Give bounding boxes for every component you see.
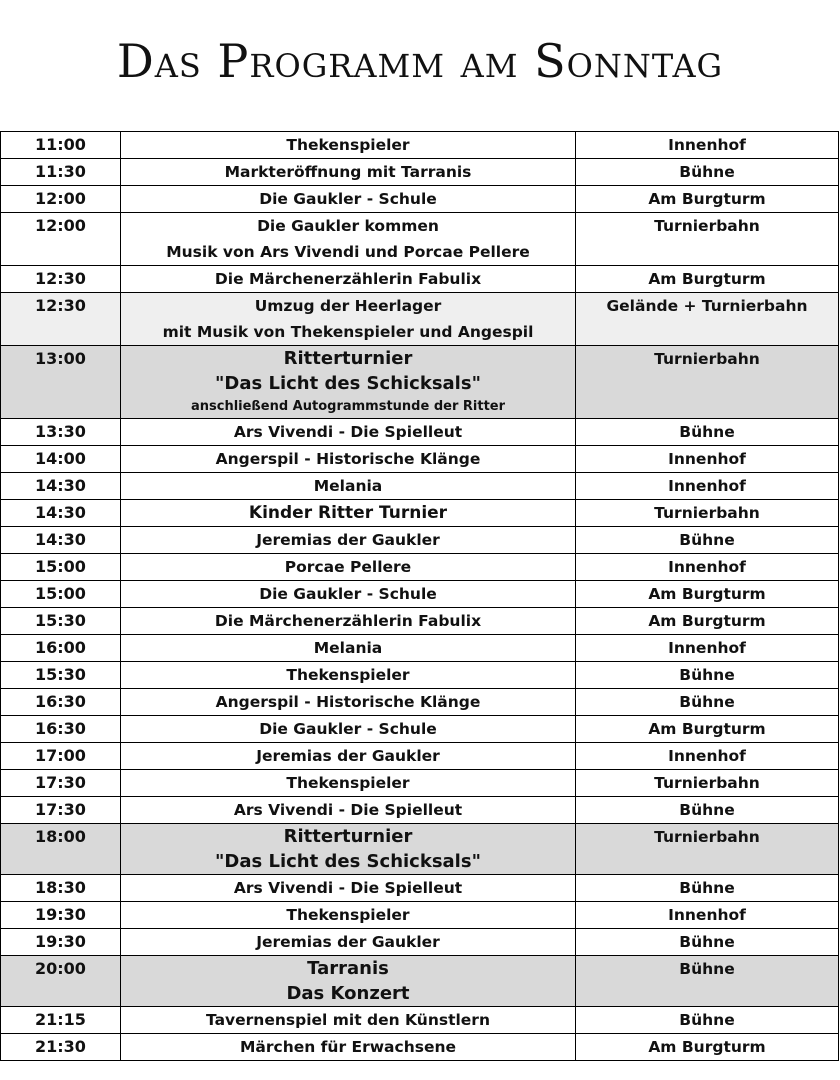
time-cell: 17:00 bbox=[1, 743, 121, 770]
act-line: Jeremias der Gaukler bbox=[256, 933, 440, 951]
act-cell bbox=[121, 635, 576, 662]
act-line: Angerspil - Historische Klänge bbox=[215, 693, 481, 711]
act-cell bbox=[121, 293, 576, 346]
act-cell bbox=[121, 554, 576, 581]
act-cell bbox=[121, 1034, 576, 1061]
time-cell: 18:30 bbox=[1, 875, 121, 902]
act-cell bbox=[121, 419, 576, 446]
time-cell: 14:30 bbox=[1, 473, 121, 500]
location-cell: Bühne bbox=[576, 159, 839, 186]
location-cell: Bühne bbox=[576, 419, 839, 446]
table-row bbox=[1, 1007, 839, 1034]
time-cell: 17:30 bbox=[1, 797, 121, 824]
location-cell: Turnierbahn bbox=[576, 500, 839, 527]
table-row bbox=[1, 159, 839, 186]
location-cell: Am Burgturm bbox=[576, 266, 839, 293]
time-cell: 12:30 bbox=[1, 293, 121, 346]
location-cell: Innenhof bbox=[576, 635, 839, 662]
act-line: Angerspil - Historische Klänge bbox=[215, 450, 481, 468]
table-row bbox=[1, 635, 839, 662]
location-cell: Am Burgturm bbox=[576, 581, 839, 608]
act-cell bbox=[121, 132, 576, 159]
page-title: Das Programm am Sonntag bbox=[116, 34, 724, 88]
time-cell: 15:00 bbox=[1, 554, 121, 581]
act-cell bbox=[121, 902, 576, 929]
table-row bbox=[1, 132, 839, 159]
act-line: Thekenspieler bbox=[286, 136, 410, 154]
time-cell: 13:00 bbox=[1, 346, 121, 419]
location-cell: Innenhof bbox=[576, 743, 839, 770]
act-cell bbox=[121, 213, 576, 266]
location-cell: Bühne bbox=[576, 797, 839, 824]
time-cell: 21:15 bbox=[1, 1007, 121, 1034]
act-line: Jeremias der Gaukler bbox=[256, 747, 440, 765]
act-cell bbox=[121, 1007, 576, 1034]
time-cell: 14:30 bbox=[1, 500, 121, 527]
time-cell: 14:00 bbox=[1, 446, 121, 473]
table-row bbox=[1, 346, 839, 419]
act-line: Melania bbox=[313, 477, 383, 495]
location-cell: Am Burgturm bbox=[576, 1034, 839, 1061]
act-line: Die Gaukler kommen bbox=[257, 217, 439, 235]
location-cell: Am Burgturm bbox=[576, 186, 839, 213]
time-cell: 18:00 bbox=[1, 824, 121, 875]
act-line: Die Gaukler - Schule bbox=[259, 585, 437, 603]
table-row bbox=[1, 797, 839, 824]
time-cell: 12:30 bbox=[1, 266, 121, 293]
time-cell: 15:30 bbox=[1, 608, 121, 635]
table-row bbox=[1, 662, 839, 689]
time-cell: 13:30 bbox=[1, 419, 121, 446]
table-row bbox=[1, 186, 839, 213]
act-line: Umzug der Heerlager bbox=[254, 297, 442, 315]
act-headline: Ritterturnier bbox=[283, 348, 413, 369]
act-line: Musik von Ars Vivendi und Porcae Pellere bbox=[166, 243, 530, 261]
time-cell: 16:30 bbox=[1, 716, 121, 743]
table-row bbox=[1, 446, 839, 473]
act-cell bbox=[121, 824, 576, 875]
table-row bbox=[1, 473, 839, 500]
act-line: mit Musik von Thekenspieler und Angespil bbox=[162, 323, 534, 341]
location-cell: Bühne bbox=[576, 527, 839, 554]
table-row bbox=[1, 266, 839, 293]
act-line: Melania bbox=[313, 639, 383, 657]
act-cell bbox=[121, 956, 576, 1007]
time-cell: 12:00 bbox=[1, 186, 121, 213]
act-line: Porcae Pellere bbox=[284, 558, 412, 576]
act-cell bbox=[121, 581, 576, 608]
act-line: Märchen für Erwachsene bbox=[239, 1038, 457, 1056]
location-cell: Turnierbahn bbox=[576, 213, 839, 266]
act-cell bbox=[121, 743, 576, 770]
table-row bbox=[1, 1034, 839, 1061]
act-cell bbox=[121, 875, 576, 902]
act-line: Die Märchenerzählerin Fabulix bbox=[214, 612, 482, 630]
table-row bbox=[1, 500, 839, 527]
schedule-body bbox=[1, 132, 839, 1061]
time-cell: 15:30 bbox=[1, 662, 121, 689]
location-cell: Innenhof bbox=[576, 554, 839, 581]
act-cell bbox=[121, 186, 576, 213]
time-cell: 12:00 bbox=[1, 213, 121, 266]
time-cell: 21:30 bbox=[1, 1034, 121, 1061]
act-line: Kinder Ritter Turnier bbox=[248, 503, 448, 523]
act-cell bbox=[121, 500, 576, 527]
time-cell: 11:30 bbox=[1, 159, 121, 186]
time-cell: 16:00 bbox=[1, 635, 121, 662]
act-line: Die Gaukler - Schule bbox=[259, 190, 437, 208]
table-row bbox=[1, 581, 839, 608]
time-cell: 14:30 bbox=[1, 527, 121, 554]
act-cell bbox=[121, 929, 576, 956]
act-cell bbox=[121, 446, 576, 473]
location-cell: Innenhof bbox=[576, 132, 839, 159]
table-row bbox=[1, 689, 839, 716]
act-line: Ars Vivendi - Die Spielleut bbox=[233, 879, 463, 897]
location-cell: Turnierbahn bbox=[576, 346, 839, 419]
act-cell bbox=[121, 346, 576, 419]
location-cell: Turnierbahn bbox=[576, 770, 839, 797]
table-row bbox=[1, 608, 839, 635]
table-row bbox=[1, 213, 839, 266]
time-cell: 19:30 bbox=[1, 902, 121, 929]
table-row bbox=[1, 956, 839, 1007]
act-cell bbox=[121, 473, 576, 500]
act-cell bbox=[121, 689, 576, 716]
table-row bbox=[1, 824, 839, 875]
act-line: Tavernenspiel mit den Künstlern bbox=[206, 1011, 490, 1029]
act-cell bbox=[121, 716, 576, 743]
act-cell bbox=[121, 266, 576, 293]
table-row bbox=[1, 527, 839, 554]
table-row bbox=[1, 770, 839, 797]
table-row bbox=[1, 419, 839, 446]
act-line: Ars Vivendi - Die Spielleut bbox=[233, 801, 463, 819]
table-row bbox=[1, 554, 839, 581]
act-note: anschließend Autogrammstunde der Ritter bbox=[190, 399, 506, 414]
act-headline: Tarranis bbox=[307, 958, 389, 979]
time-cell: 20:00 bbox=[1, 956, 121, 1007]
table-row bbox=[1, 293, 839, 346]
location-cell: Bühne bbox=[576, 929, 839, 956]
act-cell bbox=[121, 662, 576, 689]
act-subtitle: "Das Licht des Schicksals" bbox=[215, 851, 481, 872]
act-line: Thekenspieler bbox=[286, 774, 410, 792]
location-cell: Innenhof bbox=[576, 902, 839, 929]
location-cell: Bühne bbox=[576, 875, 839, 902]
location-cell: Bühne bbox=[576, 956, 839, 1007]
act-cell bbox=[121, 770, 576, 797]
act-headline: Ritterturnier bbox=[283, 826, 413, 847]
location-cell: Bühne bbox=[576, 1007, 839, 1034]
location-cell: Bühne bbox=[576, 689, 839, 716]
act-cell bbox=[121, 797, 576, 824]
table-row bbox=[1, 902, 839, 929]
time-cell: 19:30 bbox=[1, 929, 121, 956]
location-cell: Am Burgturm bbox=[576, 716, 839, 743]
location-cell: Turnierbahn bbox=[576, 824, 839, 875]
location-cell: Am Burgturm bbox=[576, 608, 839, 635]
schedule-table bbox=[0, 131, 839, 1061]
act-line: Thekenspieler bbox=[286, 666, 410, 684]
table-row bbox=[1, 875, 839, 902]
table-row bbox=[1, 743, 839, 770]
time-cell: 17:30 bbox=[1, 770, 121, 797]
act-subtitle: Das Konzert bbox=[286, 983, 410, 1004]
act-cell bbox=[121, 527, 576, 554]
act-line: Ars Vivendi - Die Spielleut bbox=[233, 423, 463, 441]
act-line: Markteröffnung mit Tarranis bbox=[224, 163, 472, 181]
act-subtitle: "Das Licht des Schicksals" bbox=[215, 373, 481, 394]
act-line: Die Märchenerzählerin Fabulix bbox=[214, 270, 482, 288]
location-cell: Innenhof bbox=[576, 446, 839, 473]
time-cell: 16:30 bbox=[1, 689, 121, 716]
act-cell bbox=[121, 608, 576, 635]
location-cell: Bühne bbox=[576, 662, 839, 689]
act-cell bbox=[121, 159, 576, 186]
location-cell: Innenhof bbox=[576, 473, 839, 500]
table-row bbox=[1, 716, 839, 743]
time-cell: 15:00 bbox=[1, 581, 121, 608]
act-line: Jeremias der Gaukler bbox=[256, 531, 440, 549]
time-cell: 11:00 bbox=[1, 132, 121, 159]
location-cell: Gelände + Turnierbahn bbox=[576, 293, 839, 346]
act-line: Thekenspieler bbox=[286, 906, 410, 924]
act-line: Die Gaukler - Schule bbox=[259, 720, 437, 738]
table-row bbox=[1, 929, 839, 956]
